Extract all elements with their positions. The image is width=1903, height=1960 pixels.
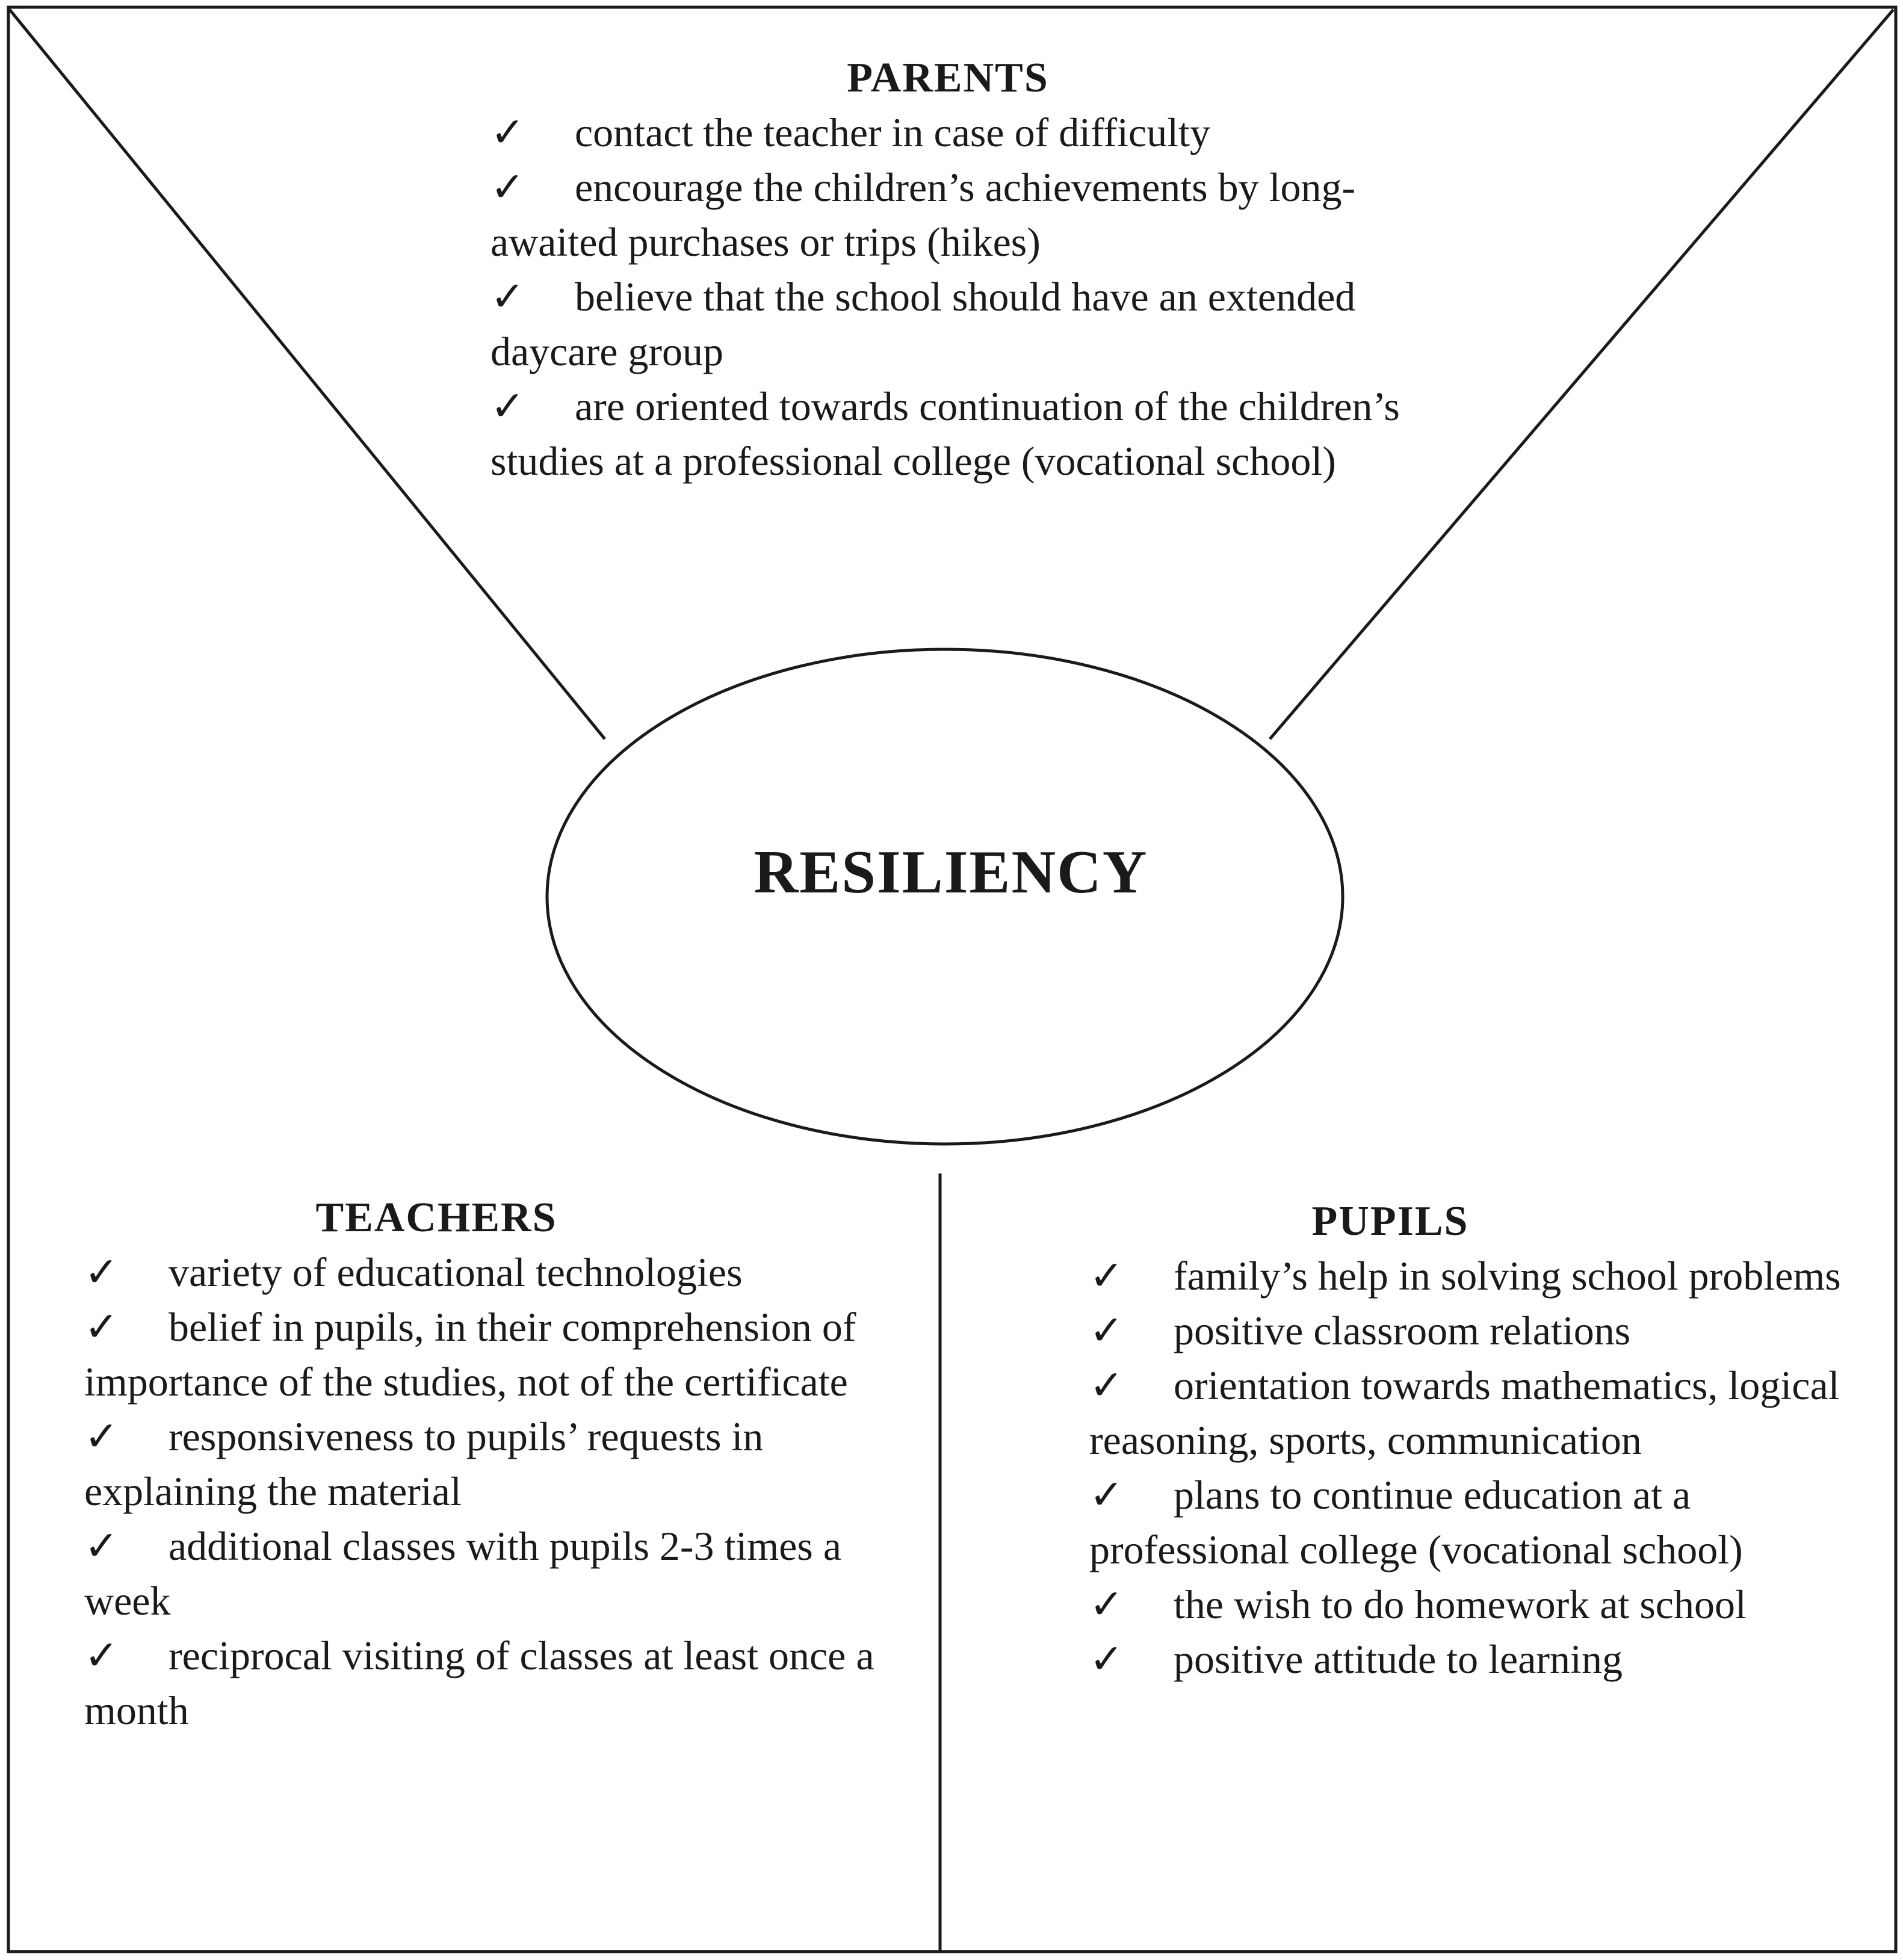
check-icon: ✓ xyxy=(1089,1472,1124,1518)
list-item-text: are oriented towards continuation of the children’s studies at a professional college (vocational school) xyxy=(490,383,1400,484)
teachers-title: TEACHERS xyxy=(315,1195,557,1241)
list-item xyxy=(1089,1468,1866,1577)
list-item xyxy=(1089,1249,1866,1303)
list-item xyxy=(84,1519,891,1628)
pupils-block xyxy=(1089,1194,1866,1687)
check-icon: ✓ xyxy=(84,1304,119,1350)
list-item-text: family’s help in solving school problems xyxy=(1174,1253,1841,1299)
check-icon: ✓ xyxy=(84,1414,119,1459)
resiliency-title: RESILIENCY xyxy=(753,838,1148,906)
teachers-list xyxy=(84,1245,891,1738)
check-icon: ✓ xyxy=(1089,1362,1124,1408)
pupils-list xyxy=(1089,1249,1866,1687)
list-item-text: additional classes with pupils 2-3 times a week xyxy=(84,1523,842,1624)
list-item xyxy=(1089,1577,1866,1632)
list-item-text: the wish to do homework at school xyxy=(1174,1581,1747,1627)
list-item-text: contact the teacher in case of difficulty xyxy=(575,110,1211,155)
parents-block xyxy=(490,51,1405,489)
list-item xyxy=(84,1300,891,1409)
parents-title: PARENTS xyxy=(847,55,1049,101)
list-item-text: plans to continue education at a professional college (vocational school) xyxy=(1089,1472,1743,1572)
list-item xyxy=(84,1245,891,1300)
list-item-text: variety of educational technologies xyxy=(169,1249,743,1295)
list-item xyxy=(490,270,1405,379)
check-icon: ✓ xyxy=(84,1523,119,1569)
list-item xyxy=(490,160,1405,270)
list-item xyxy=(1089,1358,1866,1468)
check-icon: ✓ xyxy=(490,383,525,429)
check-icon: ✓ xyxy=(1089,1308,1124,1353)
list-item-text: responsiveness to pupils’ requests in explaining the material xyxy=(84,1414,764,1514)
list-item-text: believe that the school should have an extended daycare group xyxy=(490,274,1356,374)
pupils-title: PUPILS xyxy=(1311,1198,1469,1244)
list-item-text: orientation towards mathematics, logical reasoning, sports, communication xyxy=(1089,1362,1840,1463)
list-item-text: belief in pupils, in their comprehension of importance of the studies, not of the certificate xyxy=(84,1304,856,1405)
list-item xyxy=(1089,1632,1866,1687)
list-item-text: positive classroom relations xyxy=(1174,1308,1631,1353)
list-item-text: reciprocal visiting of classes at least once a month xyxy=(84,1633,874,1733)
list-item-text: encourage the children’s achievements by long-awaited purchases or trips (hikes) xyxy=(490,164,1356,265)
check-icon: ✓ xyxy=(1089,1581,1124,1627)
list-item xyxy=(84,1628,891,1738)
list-item xyxy=(1089,1303,1866,1358)
list-item xyxy=(84,1409,891,1519)
parents-list xyxy=(490,105,1405,489)
check-icon: ✓ xyxy=(84,1249,119,1295)
list-item xyxy=(490,379,1405,489)
check-icon: ✓ xyxy=(490,274,525,320)
check-icon: ✓ xyxy=(490,110,525,155)
list-item-text: positive attitude to learning xyxy=(1174,1636,1623,1682)
list-item xyxy=(490,105,1405,160)
check-icon: ✓ xyxy=(1089,1253,1124,1299)
teachers-block xyxy=(84,1190,891,1738)
check-icon: ✓ xyxy=(1089,1636,1124,1682)
check-icon: ✓ xyxy=(490,164,525,210)
check-icon: ✓ xyxy=(84,1633,119,1678)
